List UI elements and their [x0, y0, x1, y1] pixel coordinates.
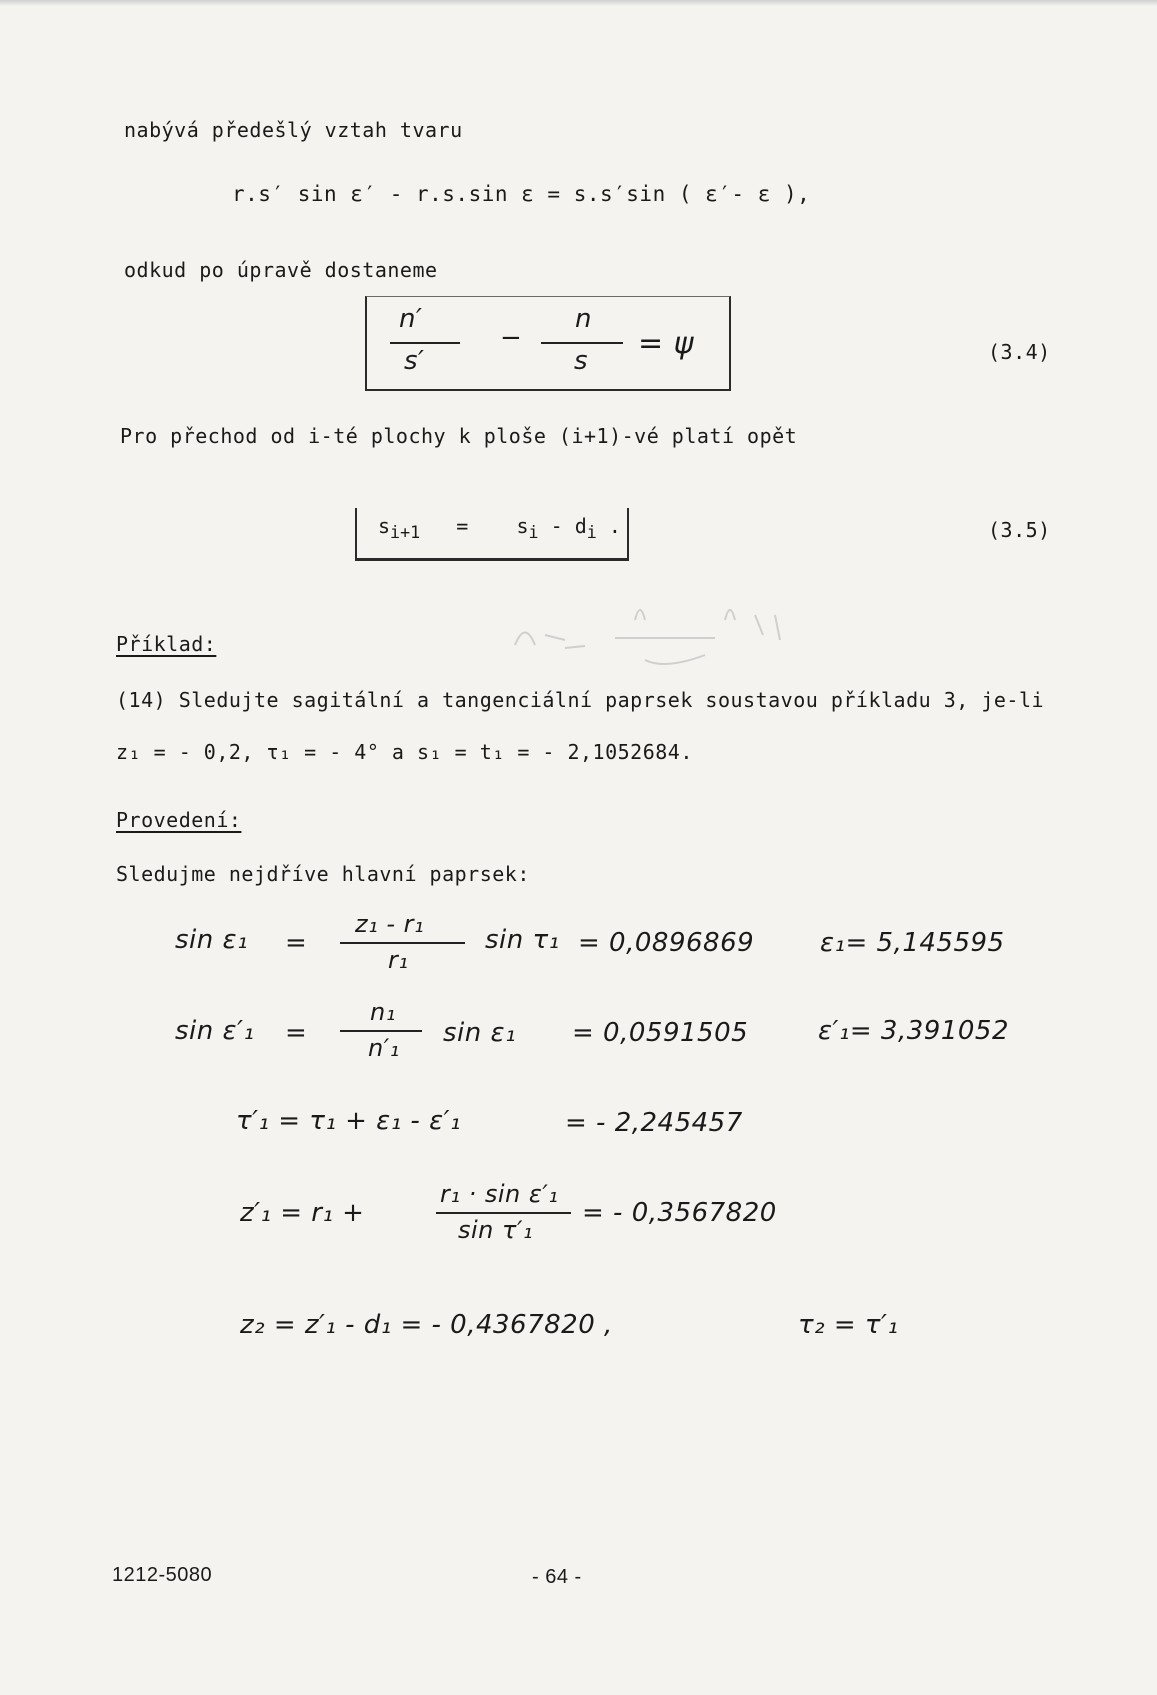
eq35-rhs-s-sub: i — [528, 523, 539, 542]
example-text-1: (14) Sledujte sagitální a tangenciální paprsek soustavou příkladu 3, je-li — [116, 688, 1045, 712]
equation-top: r.s′ sin ε′ - r.s.sin ε = s.s′sin ( ε′- ε ), — [232, 182, 811, 206]
eq35-dot: . — [608, 514, 621, 538]
eq35-lhs: s — [378, 514, 391, 538]
eq34-minus: − — [500, 323, 523, 353]
equation-3-5 — [378, 514, 621, 542]
eq35-label: (3.5) — [988, 518, 1051, 542]
calc-r4-val: = - 0,3567820 — [582, 1198, 777, 1228]
calc-r3: τ′₁ = τ₁ + ε₁ - ε′₁ — [236, 1106, 461, 1136]
calc-r4-den: sin τ′₁ — [458, 1216, 534, 1244]
eq34-num-right: n — [575, 304, 592, 334]
eq34-rhs: = ψ — [638, 326, 694, 361]
calc-r2-fraction-line — [340, 1030, 422, 1032]
calc-r1-eq: = — [285, 928, 308, 958]
calc-r4-fraction-line — [436, 1212, 571, 1214]
eq34-label: (3.4) — [988, 340, 1051, 364]
transition-line: Pro přechod od i-té plochy k ploše (i+1)-vé platí opět — [120, 424, 798, 448]
after-line: odkud po úpravě dostaneme — [124, 258, 438, 282]
calc-r1-num: z₁ - r₁ — [355, 910, 425, 938]
eq35-rhs-d-sub: i — [586, 523, 597, 542]
calc-r2-val: = 0,0591505 — [572, 1018, 749, 1048]
calc-r4-lhs: z′₁ = r₁ + — [240, 1198, 365, 1228]
footer-code: 1212-5080 — [112, 1564, 213, 1586]
calc-r4-num: r₁ · sin ε′₁ — [440, 1180, 559, 1208]
eq35-lhs-sub: i+1 — [390, 523, 421, 542]
calc-r2-eq: = — [285, 1018, 308, 1048]
calc-r2-den: n′₁ — [368, 1034, 400, 1062]
intro-line: nabývá předešlý vztah tvaru — [124, 118, 463, 142]
calc-r5: z₂ = z′₁ - d₁ = - 0,4367820 , — [240, 1310, 613, 1340]
calc-r1-lhs: sin ε₁ — [175, 925, 248, 955]
calc-r3-val: = - 2,245457 — [565, 1108, 743, 1138]
eq35-eq: = — [456, 514, 469, 538]
eq34-num-left: n′ — [399, 304, 423, 334]
calc-r1-mid: sin τ₁ — [485, 925, 560, 955]
eq34-den-left: s′ — [404, 346, 425, 376]
eq35-rhs-s: s — [516, 514, 529, 538]
pencil-scribble — [505, 590, 835, 690]
calc-r1-result: ε₁= 5,145595 — [820, 928, 1005, 958]
page-number: - 64 - — [532, 1566, 582, 1588]
calc-r5-result: τ₂ = τ′₁ — [798, 1310, 899, 1340]
procedure-text: Sledujme nejdříve hlavní paprsek: — [116, 862, 530, 886]
eq35-rhs-d: d — [574, 514, 587, 538]
scan-edge — [0, 0, 1157, 6]
calc-r2-num: n₁ — [370, 998, 396, 1026]
eq34-den-right: s — [574, 346, 589, 376]
calc-r2-lhs: sin ε′₁ — [175, 1016, 255, 1046]
eq34-fraction-line-right — [541, 342, 623, 344]
pencil-scribble-icon — [505, 590, 835, 680]
example-text-2: z₁ = - 0,2, τ₁ = - 4° a s₁ = t₁ = - 2,1052684. — [116, 740, 693, 764]
calc-r1-fraction-line — [340, 942, 465, 944]
calc-r1-val: = 0,0896869 — [578, 928, 755, 958]
example-heading: Příklad: — [116, 632, 217, 656]
calc-r1-den: r₁ — [388, 946, 409, 974]
eq35-minus: - — [550, 514, 563, 538]
eq34-fraction-line-left — [390, 342, 460, 344]
calc-r2-mid: sin ε₁ — [443, 1018, 516, 1048]
procedure-heading: Provedení: — [116, 808, 242, 832]
calc-r2-result: ε′₁= 3,391052 — [818, 1016, 1009, 1046]
